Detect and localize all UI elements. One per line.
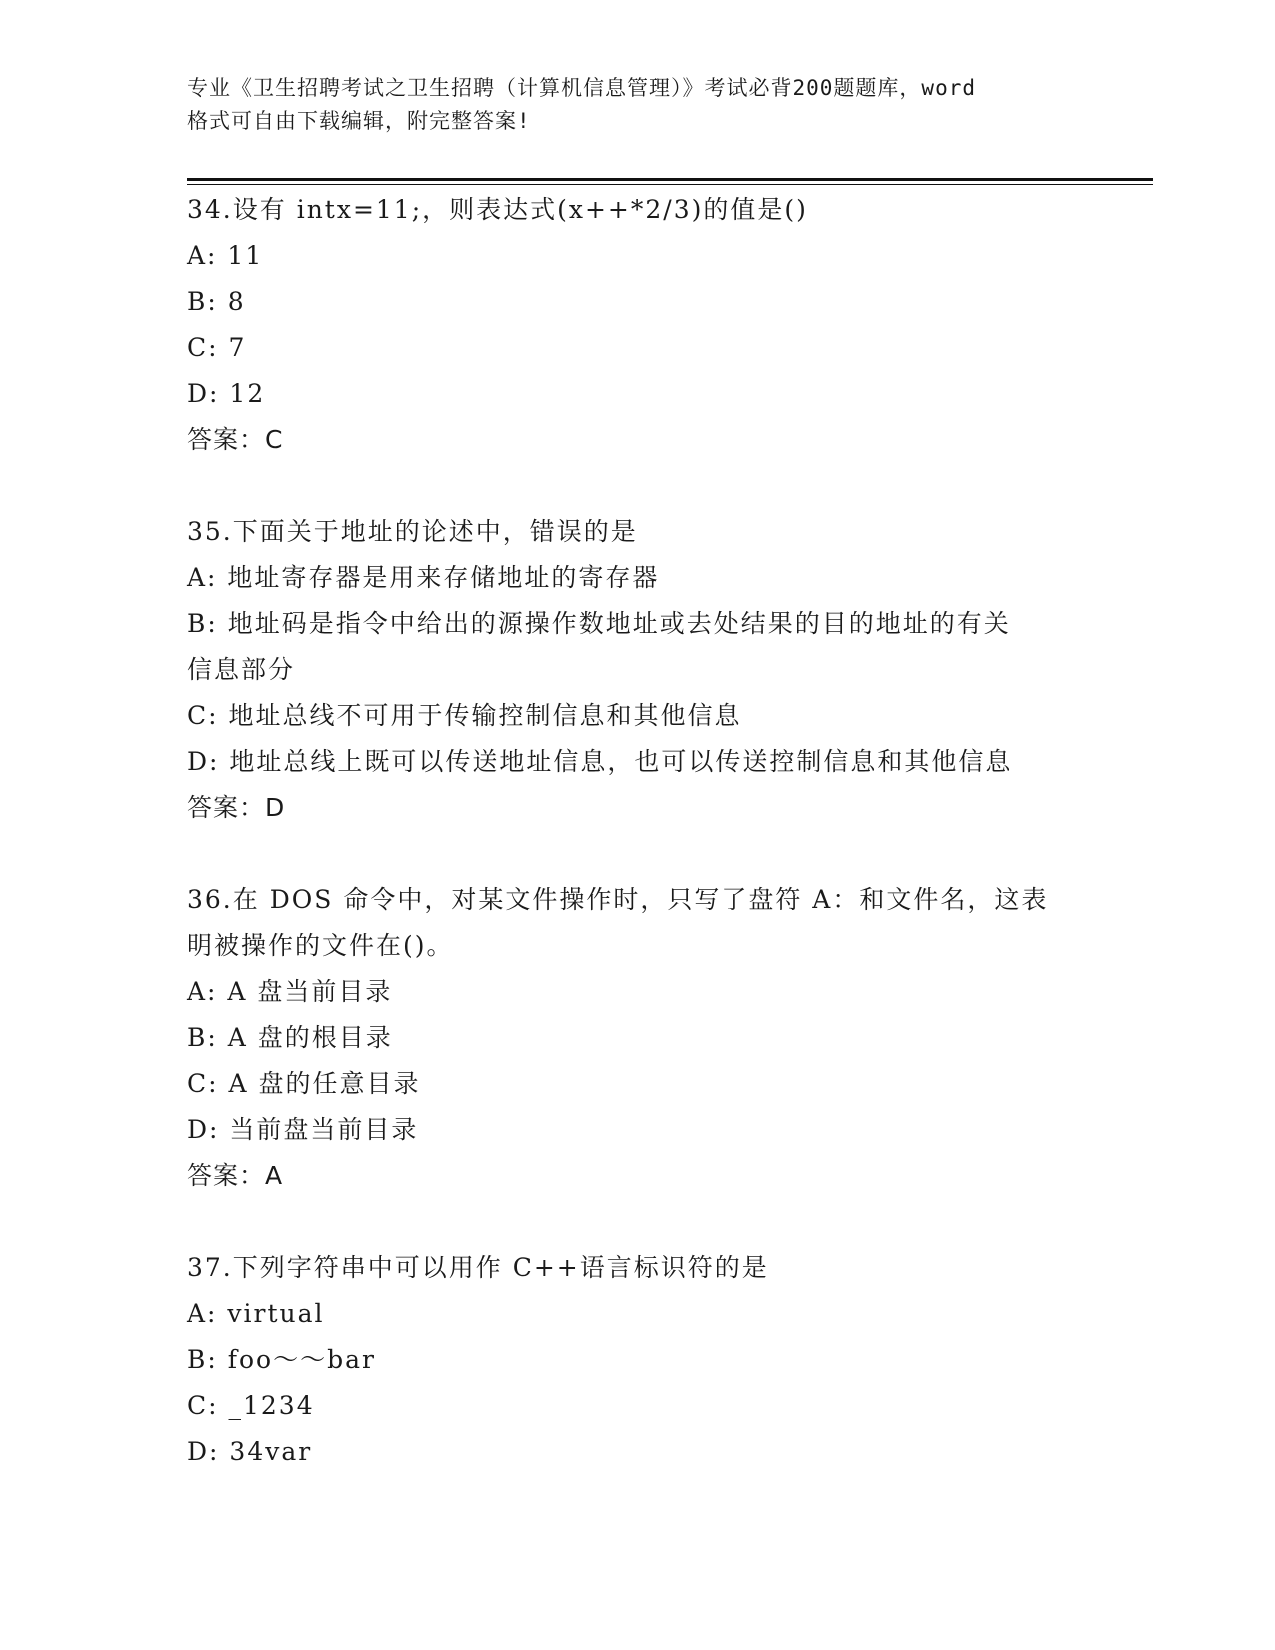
header-divider-thin — [187, 184, 1153, 185]
option-c: C: 地址总线不可用于传输控制信息和其他信息 — [187, 701, 742, 730]
question-stem: 36.在 DOS 命令中，对某文件操作时，只写了盘符 A：和文件名，这表 — [187, 885, 1049, 914]
header-line-2: 格式可自由下载编辑，附完整答案! — [187, 109, 531, 133]
option-d: D: 12 — [187, 379, 266, 408]
option-b-continued: 信息部分 — [187, 655, 296, 684]
option-a: A: 11 — [187, 241, 264, 270]
question-34 — [187, 187, 1087, 463]
option-a: A: A 盘当前目录 — [187, 977, 393, 1006]
option-d: D: 34var — [187, 1437, 313, 1466]
question-stem: 35.下面关于地址的论述中，错误的是 — [187, 517, 638, 546]
question-36 — [187, 877, 1087, 1199]
option-a: A: virtual — [187, 1299, 325, 1328]
question-stem: 34.设有 intx=11;，则表达式(x++*2/3)的值是() — [187, 195, 808, 224]
option-d: D: 当前盘当前目录 — [187, 1115, 419, 1144]
question-stem-continued: 明被操作的文件在()。 — [187, 931, 454, 960]
option-b: B: 8 — [187, 287, 246, 316]
question-35 — [187, 509, 1087, 831]
option-c: C: A 盘的任意目录 — [187, 1069, 421, 1098]
question-stem: 37.下列字符串中可以用作 C++语言标识符的是 — [187, 1253, 769, 1282]
option-b: B: 地址码是指令中给出的源操作数地址或去处结果的目的地址的有关 — [187, 609, 1011, 638]
option-a: A: 地址寄存器是用来存储地址的寄存器 — [187, 563, 660, 592]
answer-label: 答案：C — [187, 425, 284, 454]
question-list — [187, 187, 1087, 1475]
answer-label: 答案：A — [187, 1161, 284, 1190]
answer-label: 答案：D — [187, 793, 286, 822]
option-b: B: foo～～bar — [187, 1345, 376, 1374]
header-divider-thick — [187, 178, 1153, 181]
question-37 — [187, 1245, 1087, 1475]
option-b: B: A 盘的根目录 — [187, 1023, 393, 1052]
option-c: C: _1234 — [187, 1391, 315, 1420]
option-c: C: 7 — [187, 333, 247, 362]
header-line-1: 专业《卫生招聘考试之卫生招聘（计算机信息管理）》考试必背200题题库，word — [187, 76, 976, 100]
option-d: D: 地址总线上既可以传送地址信息，也可以传送控制信息和其他信息 — [187, 747, 1013, 776]
document-header — [187, 72, 1087, 138]
